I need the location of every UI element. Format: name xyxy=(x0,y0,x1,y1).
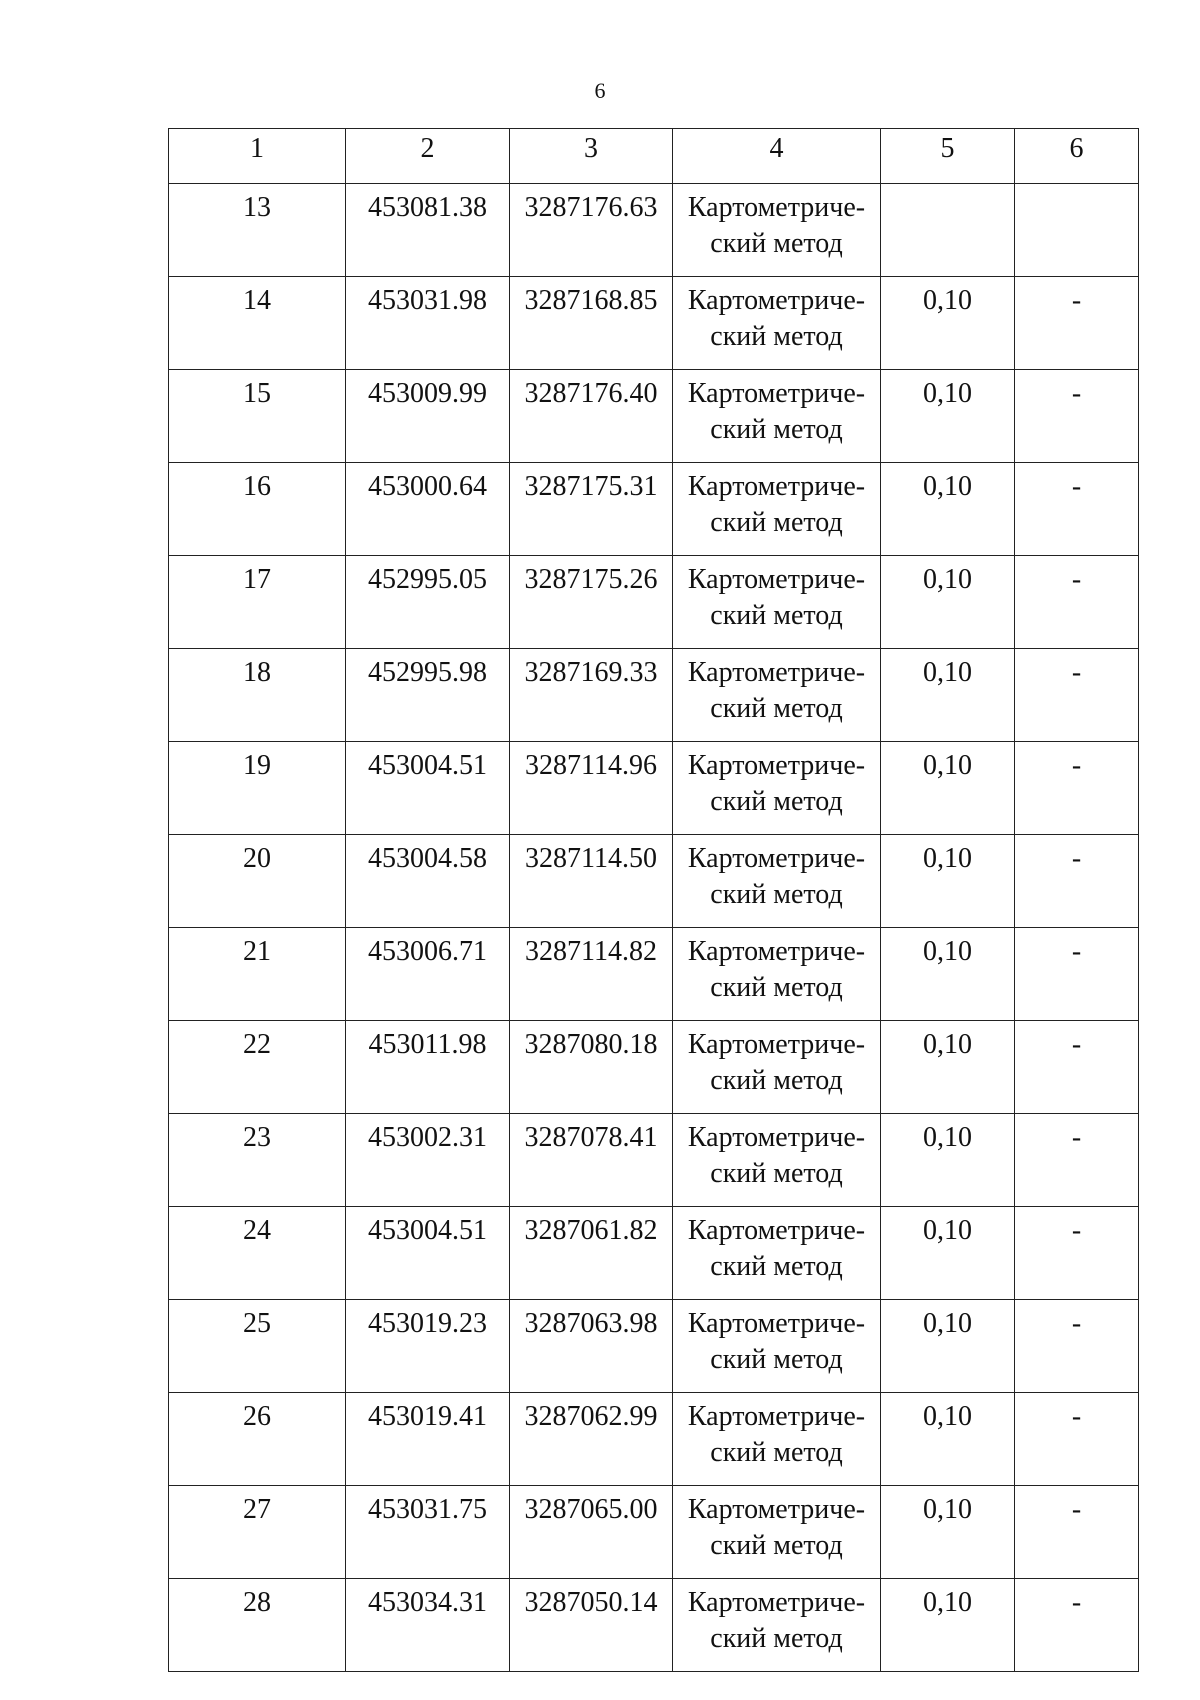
point-number-cell: 19 xyxy=(169,742,346,835)
accuracy-cell: 0,10 xyxy=(881,463,1015,556)
method-cell xyxy=(673,1021,881,1114)
accuracy-cell: 0,10 xyxy=(881,742,1015,835)
method-line: ский метод xyxy=(710,1251,843,1282)
point-number-cell: 23 xyxy=(169,1114,346,1207)
note-cell: - xyxy=(1015,835,1139,928)
y-coordinate-cell: 3287114.96 xyxy=(510,742,673,835)
note-cell: - xyxy=(1015,649,1139,742)
note-cell: - xyxy=(1015,1579,1139,1672)
point-number-cell: 18 xyxy=(169,649,346,742)
point-number-cell: 21 xyxy=(169,928,346,1021)
method-cell xyxy=(673,277,881,370)
method-line: Картометриче- xyxy=(687,378,866,409)
note-cell: - xyxy=(1015,1021,1139,1114)
accuracy-cell: 0,10 xyxy=(881,556,1015,649)
point-number-cell: 14 xyxy=(169,277,346,370)
y-coordinate-cell: 3287050.14 xyxy=(510,1579,673,1672)
method-line: ский метод xyxy=(710,693,843,724)
x-coordinate-cell: 452995.05 xyxy=(346,556,510,649)
point-number-cell: 17 xyxy=(169,556,346,649)
table-row xyxy=(169,649,1139,742)
x-coordinate-cell: 453009.99 xyxy=(346,370,510,463)
method-line: Картометриче- xyxy=(687,564,866,595)
table-row xyxy=(169,184,1139,277)
method-line: ский метод xyxy=(710,414,843,445)
x-coordinate-cell: 453000.64 xyxy=(346,463,510,556)
method-line: Картометриче- xyxy=(687,843,866,874)
accuracy-cell: 0,10 xyxy=(881,277,1015,370)
header-row xyxy=(169,129,1139,184)
x-coordinate-cell: 453002.31 xyxy=(346,1114,510,1207)
accuracy-cell: 0,10 xyxy=(881,835,1015,928)
accuracy-cell: 0,10 xyxy=(881,370,1015,463)
method-cell xyxy=(673,835,881,928)
table-row xyxy=(169,370,1139,463)
accuracy-cell: 0,10 xyxy=(881,1579,1015,1672)
header-col-4: 4 xyxy=(673,129,881,184)
y-coordinate-cell: 3287063.98 xyxy=(510,1300,673,1393)
y-coordinate-cell: 3287065.00 xyxy=(510,1486,673,1579)
note-cell xyxy=(1015,184,1139,277)
accuracy-cell: 0,10 xyxy=(881,649,1015,742)
method-line: Картометриче- xyxy=(687,1401,866,1432)
x-coordinate-cell: 453019.23 xyxy=(346,1300,510,1393)
x-coordinate-cell: 453004.51 xyxy=(346,1207,510,1300)
point-number-cell: 27 xyxy=(169,1486,346,1579)
header-col-5: 5 xyxy=(881,129,1015,184)
point-number-cell: 20 xyxy=(169,835,346,928)
note-cell: - xyxy=(1015,277,1139,370)
method-line: Картометриче- xyxy=(687,750,866,781)
table-row xyxy=(169,742,1139,835)
method-line: Картометриче- xyxy=(687,471,866,502)
accuracy-cell xyxy=(881,184,1015,277)
table-row xyxy=(169,1579,1139,1672)
note-cell: - xyxy=(1015,1393,1139,1486)
point-number-cell: 15 xyxy=(169,370,346,463)
header-col-6: 6 xyxy=(1015,129,1139,184)
table-row xyxy=(169,1114,1139,1207)
y-coordinate-cell: 3287175.31 xyxy=(510,463,673,556)
header-col-2: 2 xyxy=(346,129,510,184)
x-coordinate-cell: 453004.51 xyxy=(346,742,510,835)
method-line: Картометриче- xyxy=(687,285,866,316)
header-col-1: 1 xyxy=(169,129,346,184)
accuracy-cell: 0,10 xyxy=(881,1021,1015,1114)
y-coordinate-cell: 3287168.85 xyxy=(510,277,673,370)
method-line: Картометриче- xyxy=(687,1494,866,1525)
table-header xyxy=(169,129,1139,184)
x-coordinate-cell: 453031.98 xyxy=(346,277,510,370)
table-row xyxy=(169,928,1139,1021)
point-number-cell: 13 xyxy=(169,184,346,277)
point-number-cell: 22 xyxy=(169,1021,346,1114)
method-cell xyxy=(673,463,881,556)
method-line: ский метод xyxy=(710,1437,843,1468)
x-coordinate-cell: 452995.98 xyxy=(346,649,510,742)
method-cell xyxy=(673,649,881,742)
method-line: Картометриче- xyxy=(687,657,866,688)
table-row xyxy=(169,1486,1139,1579)
method-line: ский метод xyxy=(710,1530,843,1561)
note-cell: - xyxy=(1015,928,1139,1021)
method-line: ский метод xyxy=(710,972,843,1003)
method-cell xyxy=(673,184,881,277)
method-line: Картометриче- xyxy=(687,1215,866,1246)
method-cell xyxy=(673,1579,881,1672)
table-row xyxy=(169,1207,1139,1300)
x-coordinate-cell: 453004.58 xyxy=(346,835,510,928)
method-cell xyxy=(673,1486,881,1579)
accuracy-cell: 0,10 xyxy=(881,928,1015,1021)
method-line: Картометриче- xyxy=(687,1587,866,1618)
x-coordinate-cell: 453006.71 xyxy=(346,928,510,1021)
y-coordinate-cell: 3287078.41 xyxy=(510,1114,673,1207)
x-coordinate-cell: 453011.98 xyxy=(346,1021,510,1114)
note-cell: - xyxy=(1015,1486,1139,1579)
method-cell xyxy=(673,370,881,463)
coordinates-table xyxy=(168,128,1139,1672)
table-row xyxy=(169,1393,1139,1486)
accuracy-cell: 0,10 xyxy=(881,1114,1015,1207)
accuracy-cell: 0,10 xyxy=(881,1393,1015,1486)
method-line: Картометриче- xyxy=(687,192,866,223)
method-cell xyxy=(673,928,881,1021)
method-line: ский метод xyxy=(710,1158,843,1189)
page-number: 6 xyxy=(594,78,606,103)
method-line: ский метод xyxy=(710,228,843,259)
table-row xyxy=(169,277,1139,370)
y-coordinate-cell: 3287176.40 xyxy=(510,370,673,463)
method-cell xyxy=(673,1300,881,1393)
y-coordinate-cell: 3287114.50 xyxy=(510,835,673,928)
method-cell xyxy=(673,1207,881,1300)
note-cell: - xyxy=(1015,370,1139,463)
y-coordinate-cell: 3287062.99 xyxy=(510,1393,673,1486)
y-coordinate-cell: 3287061.82 xyxy=(510,1207,673,1300)
point-number-cell: 24 xyxy=(169,1207,346,1300)
table-row xyxy=(169,1021,1139,1114)
method-line: Картометриче- xyxy=(687,936,866,967)
method-line: ский метод xyxy=(710,879,843,910)
y-coordinate-cell: 3287175.26 xyxy=(510,556,673,649)
note-cell: - xyxy=(1015,463,1139,556)
method-line: Картометриче- xyxy=(687,1308,866,1339)
method-line: ский метод xyxy=(710,786,843,817)
y-coordinate-cell: 3287114.82 xyxy=(510,928,673,1021)
table-row xyxy=(169,463,1139,556)
method-cell xyxy=(673,1114,881,1207)
table-row xyxy=(169,556,1139,649)
method-line: ский метод xyxy=(710,600,843,631)
y-coordinate-cell: 3287169.33 xyxy=(510,649,673,742)
method-line: Картометриче- xyxy=(687,1122,866,1153)
x-coordinate-cell: 453081.38 xyxy=(346,184,510,277)
method-cell xyxy=(673,556,881,649)
accuracy-cell: 0,10 xyxy=(881,1207,1015,1300)
method-cell xyxy=(673,742,881,835)
note-cell: - xyxy=(1015,742,1139,835)
method-line: ский метод xyxy=(710,507,843,538)
note-cell: - xyxy=(1015,556,1139,649)
method-cell xyxy=(673,1393,881,1486)
point-number-cell: 28 xyxy=(169,1579,346,1672)
note-cell: - xyxy=(1015,1114,1139,1207)
header-col-3: 3 xyxy=(510,129,673,184)
x-coordinate-cell: 453031.75 xyxy=(346,1486,510,1579)
note-cell: - xyxy=(1015,1300,1139,1393)
method-line: Картометриче- xyxy=(687,1029,866,1060)
note-cell: - xyxy=(1015,1207,1139,1300)
point-number-cell: 16 xyxy=(169,463,346,556)
point-number-cell: 26 xyxy=(169,1393,346,1486)
x-coordinate-cell: 453019.41 xyxy=(346,1393,510,1486)
point-number-cell: 25 xyxy=(169,1300,346,1393)
table-body xyxy=(169,184,1139,1672)
method-line: ский метод xyxy=(710,1344,843,1375)
table-row xyxy=(169,1300,1139,1393)
accuracy-cell: 0,10 xyxy=(881,1486,1015,1579)
y-coordinate-cell: 3287176.63 xyxy=(510,184,673,277)
table-row xyxy=(169,835,1139,928)
x-coordinate-cell: 453034.31 xyxy=(346,1579,510,1672)
method-line: ский метод xyxy=(710,321,843,352)
method-line: ский метод xyxy=(710,1065,843,1096)
y-coordinate-cell: 3287080.18 xyxy=(510,1021,673,1114)
accuracy-cell: 0,10 xyxy=(881,1300,1015,1393)
method-line: ский метод xyxy=(710,1623,843,1654)
